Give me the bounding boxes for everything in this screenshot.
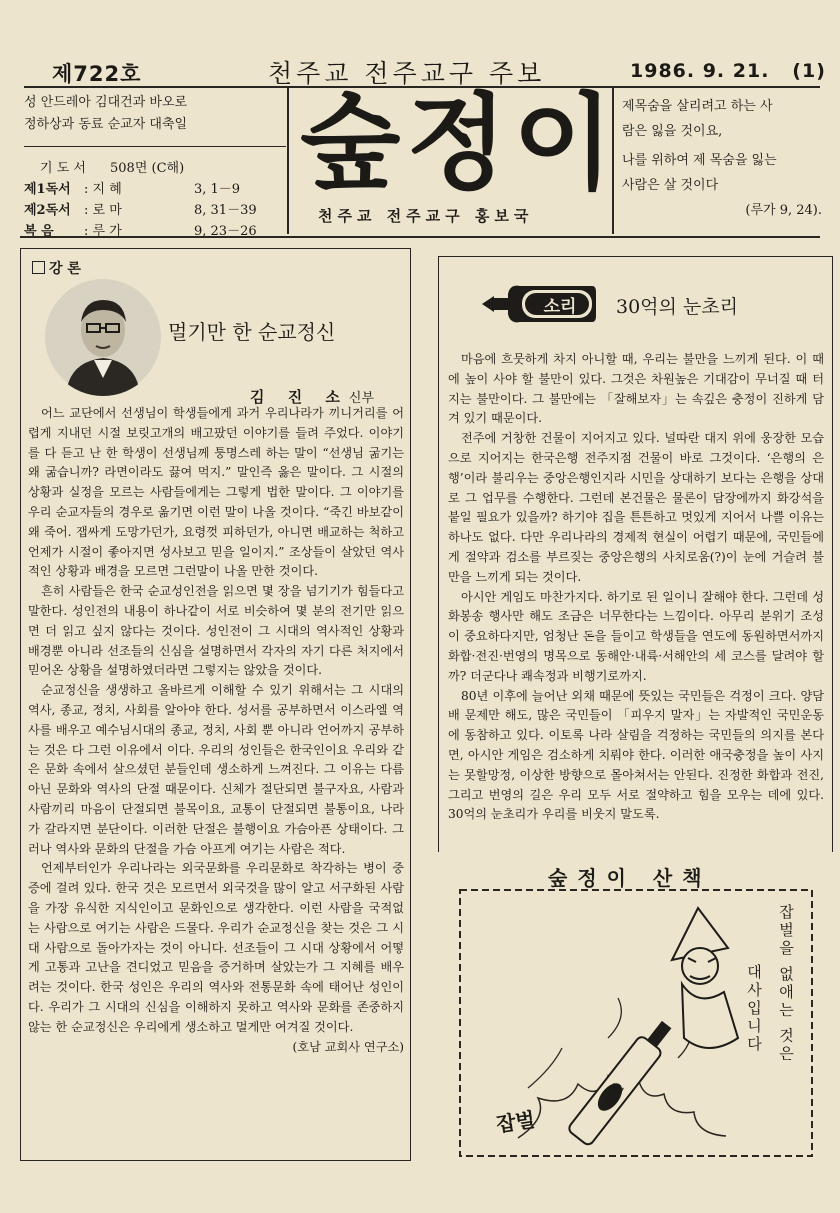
masthead-publisher: 천주교 전주교구 홍보국 <box>318 207 534 225</box>
quote-source: (루가 9, 24). <box>745 203 822 218</box>
hymn-value: 508면 (C해) <box>110 161 185 176</box>
author-photo <box>44 278 162 396</box>
issue-number: 제722호 <box>52 62 142 86</box>
masthead-title: 숲정이 <box>300 82 620 204</box>
megaphone-icon <box>480 282 598 326</box>
reading-verse: 8, 31－39 <box>194 203 257 218</box>
hymn-label: 기 도 서 <box>40 161 86 176</box>
section-label: 강 론 <box>49 261 81 277</box>
reading-row <box>24 221 274 242</box>
readings-box <box>24 158 274 242</box>
column-frame <box>410 248 411 1160</box>
column-frame <box>20 248 411 249</box>
quote-line: 사람은 살 것이다 <box>622 178 719 193</box>
date-text: 1986. 9. 21. <box>630 60 770 82</box>
editorial-title: 30억의 눈초리 <box>616 296 738 318</box>
cartoon-caption: 잡벌을 없애는 것은 <box>777 904 795 1064</box>
reading-label: 제1독서 <box>24 182 71 197</box>
bottle-label: 잡벌 <box>494 1107 537 1137</box>
feast-line: 성 안드레아 김대건과 바오로 <box>24 95 188 110</box>
reading-row <box>24 179 274 200</box>
price-tag-label: 천원 <box>602 1081 626 1109</box>
column-frame <box>832 256 833 852</box>
feast-name <box>24 92 274 136</box>
article-title: 멀기만 한 순교정신 <box>168 320 336 344</box>
reading-book: : 로 마 <box>84 203 122 218</box>
reading-book: : 지 혜 <box>84 182 122 197</box>
lecture-body <box>28 404 404 1057</box>
issue-date <box>630 60 826 82</box>
reading-label: 제2독서 <box>24 203 71 218</box>
column-frame <box>438 256 439 852</box>
paragraph: 전주에 거창한 건물이 지어지고 있다. 널따란 대지 위에 웅장한 모습으로 지어지는 한국은행 전주지점 건물이 바로 그것이다. ‘은행의 은행’이라 불리우는 중앙은행인지라 시민을 상대하기 보다는 은행을 상대로 그 업무를 수행한다. 그런데 본건물은 물론이 담장에까지 화강석을 붙일 필요가 있을까? 하기야 집을 튼튼하고 멋있게 지어서 나쁠 이유는 하나도 없다. 다만 우리나라의 경제적 현실이 어렵기 때문에, 국민들에게 절약과 검소를 부르짖는 중앙은행의 사치로움(?)이 눈에 거슬려 불만을 느끼게 되는 것이다. <box>448 431 824 584</box>
section-heading <box>32 258 81 278</box>
paragraph: 마음에 흐뭇하게 차지 아니할 때, 우리는 불만을 느끼게 된다. 이 때에 높이 사야 할 불만이 있다. 그것은 차원높은 기대감이 무너질 때 터지는 불만이다. 그 불만에는 「잘해보자」는 속깊은 충정이 진하게 담겨 있기 때문이다. <box>448 352 824 426</box>
editorial-body <box>448 350 824 825</box>
reading-label: 복 음 <box>24 224 54 239</box>
square-bullet-icon <box>32 261 45 274</box>
sori-badge: 소리 <box>543 297 577 317</box>
hymn-row <box>24 158 274 179</box>
feast-line: 정하상과 동료 순교자 대축일 <box>24 117 188 132</box>
paragraph: 어느 교단에서 선생님이 학생들에게 과거 우리나라가 끼니거리를 어렵게 지내던 시절 보릿고개의 배고팠던 이야기를 들려 주었다. 이야기를 다 듣고 난 한 학생이 선생님께 퉁명스레 하는 말이 “선생님 굶기는 왜 굶습니까? 라면이라도 끓여 먹지.” 말인즉 옳은 말이다. 그 시절의 상황과 실정을 모르는 사람들에게는 그렇게 법한 말이다. 그 이야기를 우리 순교자들의 경우로 옮기면 이런 말이 나올 것이다. “죽긴 바보같이 왜 죽어. 잽싸게 도망가던가, 요령껏 피하던가, 아니면 배교하는 척하고 언제가 시절이 좋아지면 성사보고 믿을 일이지.” 조상들이 살았던 역사적인 상황과 배경을 모르면 그런말이 나올 만한 것이다. <box>28 406 404 579</box>
column-frame <box>20 1160 411 1161</box>
author-credit: (호남 교회사 연구소) <box>292 1039 404 1054</box>
cartoon-title: 숲정이 산책 <box>548 866 712 890</box>
quote-line: 제목숨을 살리려고 하는 사 <box>622 99 773 114</box>
reading-book: : 루 가 <box>84 224 122 239</box>
page-number: (1) <box>792 60 826 82</box>
header-bottom-rule <box>20 236 820 238</box>
reading-verse: 3, 1－9 <box>194 182 241 197</box>
divider <box>24 146 286 147</box>
paragraph: 언제부터인가 우리나라는 외국문화를 우리문화로 착각하는 병이 중증에 걸려 있다. 한국 것은 모르면서 외국것을 많이 알고 서구화된 사람을 가장 유식한 지식인이고 문화인으로 생각한다. 이런 사람을 국적없는 사람으로 여기는 사람은 드물다. 우리가 순교정신을 찾는 것은 그 시대 사람으로 돌아가자는 것이 아니다. 선조들이 그 시대 상황에서 어떻게 고통과 고난을 견디었고 믿음을 증거하며 살았는가 그 지혜를 배우려는 것이다. 한국 성인은 우리의 역사와 전통문화 속에 태어난 성인이다. 우리가 그 시대의 신심을 이해하지 못하고 역사와 문화를 존중하지 않는 한 순교정신은 우리에게 생소하고 멀게만 여겨질 것이다. <box>28 861 404 1034</box>
bible-quote <box>622 94 822 223</box>
column-frame <box>438 256 833 257</box>
cartoon-caption: 대사입니다 <box>745 964 763 1054</box>
paragraph: 80년 이후에 늘어난 외채 때문에 뜻있는 국민들은 걱정이 크다. 양담배 문제만 해도, 많은 국민들이 「피우지 말자」는 자발적인 국민운동에 동참하고 있다. 이토록 나라 살림을 걱정하는 국민들의 의지를 본다면, 아시안 게임은 검소하게 치뤄야 한다. 이러한 애국충정을 높이 사지는 못할망정, 이상한 방향으로 몰아쳐서는 안된다. 진정한 화합과 전진, 그리고 번영의 길은 우리 모두 서로 절약하고 힘을 모우는 데에 있다. 30억의 눈초리가 우리를 비웃지 말도록. <box>448 688 824 822</box>
reading-verse: 9, 23－26 <box>194 224 257 239</box>
paragraph: 흔히 사람들은 한국 순교성인전을 읽으면 몇 장을 넘기기가 힘들다고 말한다. 성인전의 내용이 하나같이 서로 비슷하여 몇 분의 전기만 읽으면 더 읽고 싶지 않다는 것이다. 성인전이 그 시대의 역사적인 상황과 배경뿐 아니라 선조들의 신심을 설명하면서 각자의 자기 다른 처지에서 믿어온 상황을 설명하였더라면 그렇지는 않았을 것이다. <box>28 584 404 678</box>
divider <box>287 86 289 234</box>
newspaper-name: 천주교 전주교구 주보 <box>268 59 546 88</box>
reading-row <box>24 200 274 221</box>
paragraph: 아시안 게임도 마찬가지다. 하기로 된 일이니 잘해야 한다. 그런데 성화봉송 행사만 해도 조금은 너무한다는 느낌이다. 아무리 분위기 조성이 중요하다지만, 엄청난 돈을 들이고 학생들을 연도에 동원하면서까지 화합·전진·번영의 명목으로 동해안·내륙·서해안의 세 코스를 달려야 할까? 더군다나 쾌속정과 비행기로까지. <box>448 589 824 683</box>
author-title: 신부 <box>348 391 375 406</box>
author-name: 김 진 소 <box>250 388 349 406</box>
quote-line: 람은 잃을 것이요, <box>622 124 723 139</box>
paragraph: 순교정신을 생생하고 올바르게 이해할 수 있기 위해서는 그 시대의 역사, 종교, 정치, 사회를 알아야 한다. 성서를 공부하면서 이스라엘 역사를 배우고 예수님시대의 종교, 정치, 사회 뿐 아니라 언어까지 공부하는 것은 다 그런 이유에서 이다. 우리의 성인들은 한국인이요 우리와 같은 문화 속에서 살으셨던 분들인데 생소하게 느껴진다. 그 이유는 다름아닌 문화와 역사의 단절 때문이다. 신체가 절단되면 불구자요, 사람과 사람끼리 마음이 단절되면 불목이요, 교통이 단절되면 불통이요, 나라가 갈라지면 분단이다. 이러한 단절은 불행이요 가슴아픈 상태이다. 그러나 역사와 문화의 단절을 가슴 아프게 여기는 사람은 적다. <box>28 683 404 856</box>
quote-line: 나를 위하여 제 목숨을 잃는 <box>622 153 777 168</box>
column-frame <box>20 248 21 1160</box>
